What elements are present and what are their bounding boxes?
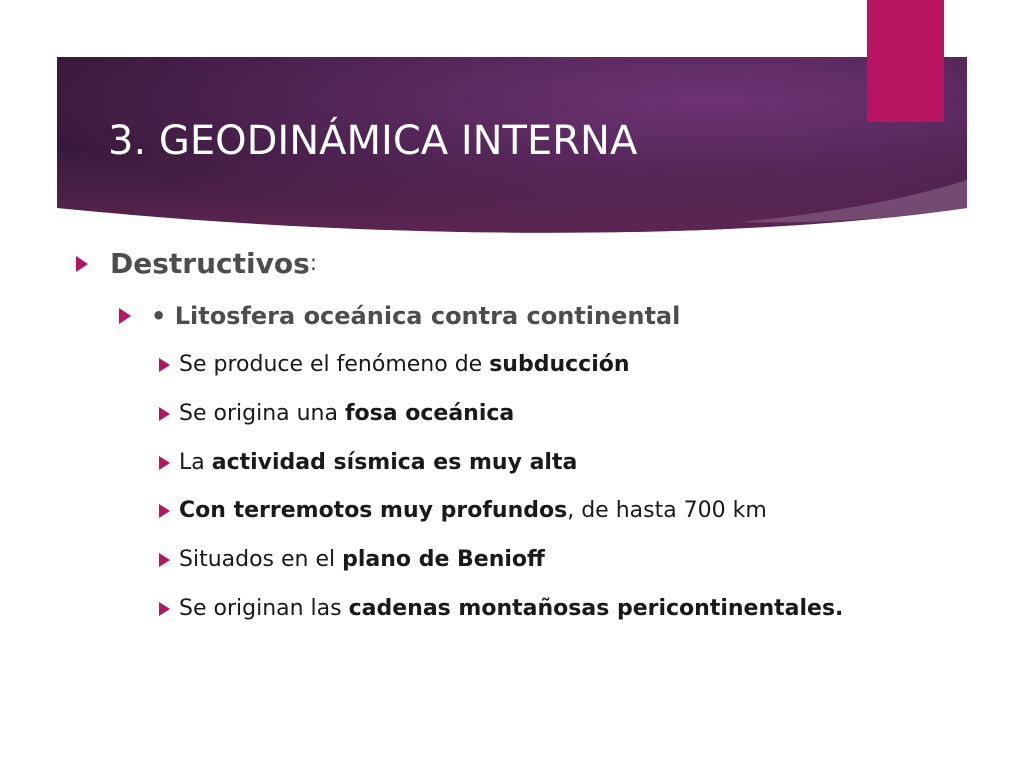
right-triangle-bullet-icon — [159, 407, 170, 421]
slide-title: 3. GEODINÁMICA INTERNA — [108, 118, 638, 164]
right-triangle-bullet-icon — [159, 553, 170, 567]
right-triangle-bullet-icon — [159, 602, 170, 616]
accent-tab — [867, 0, 944, 122]
list-item — [159, 596, 843, 621]
list-item — [159, 498, 767, 523]
list-item-text: Se originan las cadenas montañosas pericontinentales. — [179, 596, 844, 621]
bullet-level1-colon: : — [309, 251, 318, 276]
bullet-level2-label: • Litosfera oceánica contra continental — [151, 302, 681, 330]
bullet-level2 — [119, 302, 680, 330]
list-item — [159, 352, 630, 377]
list-item-text: Con terremotos muy profundos, de hasta 700 km — [179, 498, 767, 523]
list-item-text: La actividad sísmica es muy alta — [179, 450, 578, 475]
right-triangle-bullet-icon — [119, 308, 131, 324]
bullet-level1 — [76, 247, 317, 280]
list-item-text: Se origina una fosa oceánica — [179, 401, 515, 426]
list-item — [159, 450, 577, 475]
list-item — [159, 401, 514, 426]
right-triangle-bullet-icon — [76, 256, 88, 272]
list-item — [159, 547, 545, 572]
right-triangle-bullet-icon — [159, 358, 170, 372]
right-triangle-bullet-icon — [159, 456, 170, 470]
list-item-text: Situados en el plano de Benioff — [179, 547, 545, 572]
right-triangle-bullet-icon — [159, 504, 170, 518]
list-item-text: Se produce el fenómeno de subducción — [179, 352, 630, 377]
bullet-level1-label: Destructivos — [110, 247, 310, 280]
